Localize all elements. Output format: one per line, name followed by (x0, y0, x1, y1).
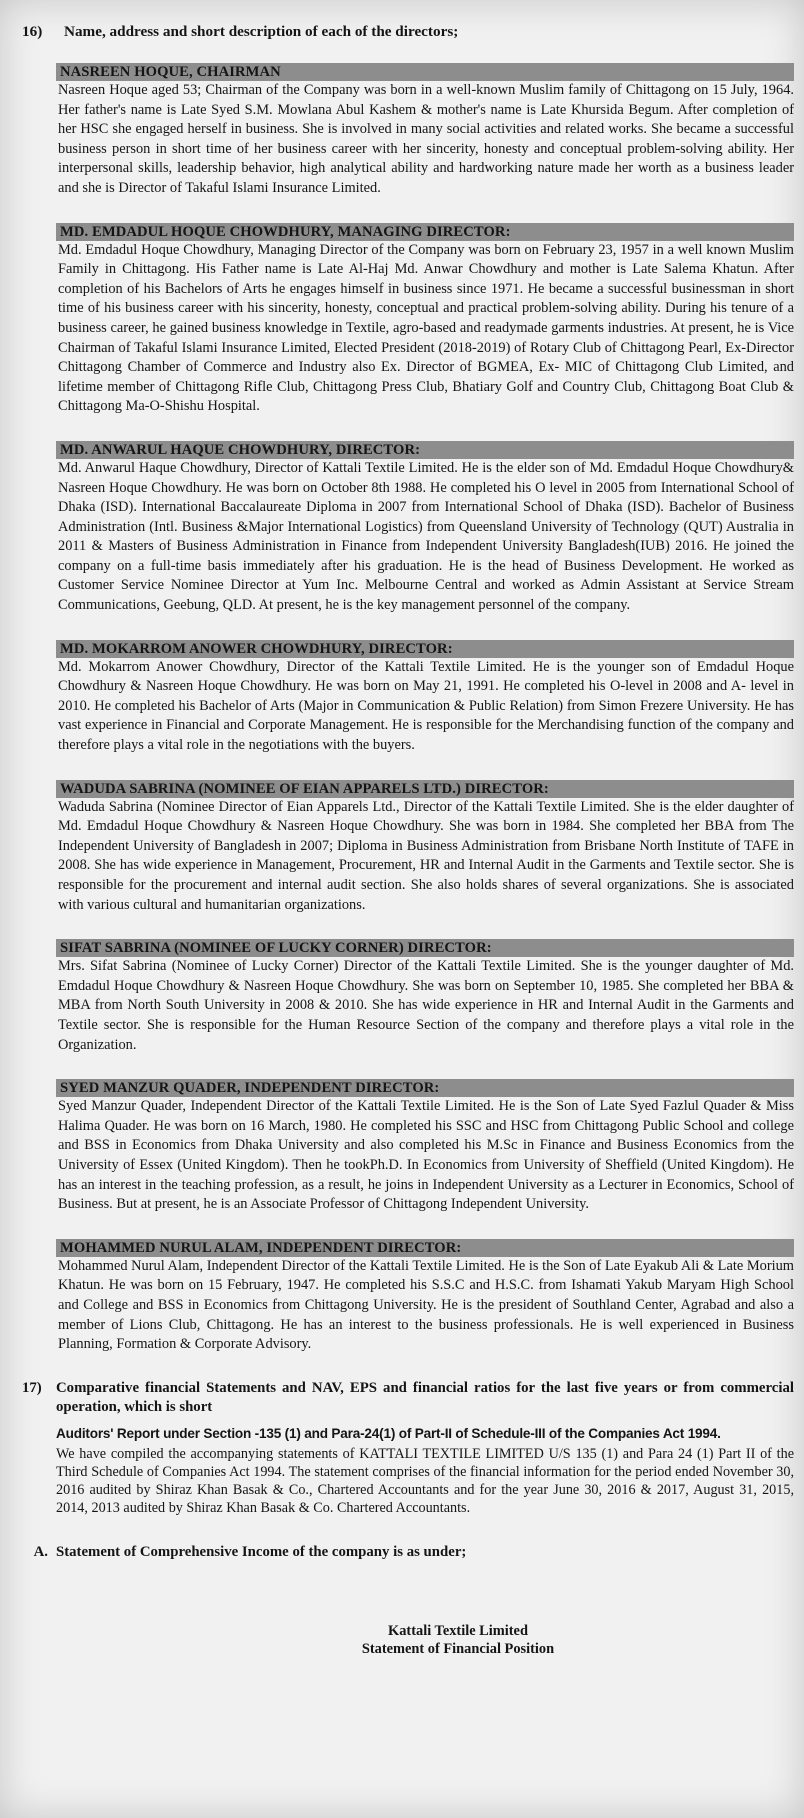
director-title: MD. ANWARUL HAQUE CHOWDHURY, DIRECTOR: (56, 441, 794, 459)
subsection-text: Statement of Comprehensive Income of the company is as under; (56, 1544, 467, 1561)
section-number: 16) (22, 23, 43, 40)
section-title: Comparative financial Statements and NAV, EPS and financial ratios for the last five years or from commercial operation, which is short (56, 1379, 794, 1415)
auditors-report-heading: Auditors' Report under Section -135 (1) and Para-24(1) of Part-II of Schedule-III of the Companies Act 1994. (56, 1426, 721, 1442)
directors-list (56, 63, 794, 1355)
director-bio: Waduda Sabrina (Nominee Director of Eian Apparels Ltd., Director of the Kattali Textile Limited. She is the elder daughter of Md. Emdadul Hoque Chowdhury & Nasreen Hoque Chowdhury. She was born in 1984. She completed her BBA from The Independent University of Bangladesh in 2007; Diploma in Business Administration from Brisbane North Institute of TAFE in 2008. She has wide experience in Management, Procurement, HR and Internal Audit in the Garments and Textile sector. She is responsible for the procurement and internal audit section. She also holds shares of several organizations. She is associated with various cultural and humanitarian organizations. (58, 798, 794, 913)
director-entry (56, 1239, 794, 1355)
director-title: MD. EMDADUL HOQUE CHOWDHURY, MANAGING DIRECTOR: (56, 223, 794, 241)
director-title: SYED MANZUR QUADER, INDEPENDENT DIRECTOR: (56, 1079, 794, 1097)
director-entry (56, 780, 794, 916)
director-title: MD. MOKARROM ANOWER CHOWDHURY, DIRECTOR: (56, 640, 794, 658)
director-bio: Md. Emdadul Hoque Chowdhury, Managing Director of the Company was born on February 23, 1957 in a well known Muslim Family in Chittagong. His Father name is Late Al-Haj Md. Anwar Chowdhury and mother is Late Salema Khatun. After completion of his Bachelors of Arts he engages himself in business since 1971. He became a successful businessman in short time of his business career with his sincerity, honesty, conceptual and practical problem-solving ability. During his tenure of a business career, he gained business knowledge in Textile, agro-based and readymade garments industries. At present, he is Vice Chairman of Takaful Islami Insurance Limited, Elected President (2018-2019) of Rotary Club of Chittagong Pearl, Ex-Director Chittagong Chamber of Commerce and Industry also Ex. Director of BGMEA, Ex- MIC of Chittagong Club Limited, and lifetime member of Chittagong Rifle Club, Chittagong Press Club, Bhatiary Golf and Country Club, Chittagong Boat Club & Chittagong Ma-O-Shishu Hospital. (58, 241, 794, 415)
director-entry (56, 223, 794, 417)
director-bio: Syed Manzur Quader, Independent Director of the Kattali Textile Limited. He is the Son of Late Syed Fazlul Quader & Miss Halima Quader. He was born on 16 March, 1980. He completed his SSC and HSC from Chittagong Public School and college and BSS in Economics from Dhaka University and also completed his M.Sc in Finance and Business Economics from the University of Essex (United Kingdom). Then he tookPh.D. In Economics from University of Sheffield (United Kingdom). He has an interest in the teaching profession, as a result, he joins in Independent University as a Lecturer in Economics, School of Business. But at present, he is an Associate Professor of Chittagong Independent University. (58, 1098, 794, 1213)
director-bio: Md. Mokarrom Anower Chowdhury, Director of the Kattali Textile Limited. He is the younger son of Emdadul Hoque Chowdhury & Nasreen Hoque Chowdhury. He was born on May 21, 1991. He completed his O-level in 2008 and A- level in 2010. He completed his Bachelor of Arts (Major in Communication & Public Relation) from Simon Frezere University. He has vast experience in Financial and Corporate Management. He is responsible for the Merchandising function of the company and therefore plays a vital role in the negotiations with the buyers. (58, 658, 794, 754)
section-16-heading (22, 22, 794, 41)
director-title: WADUDA SABRINA (NOMINEE OF EIAN APPARELS LTD.) DIRECTOR: (56, 780, 794, 798)
director-bio: Mohammed Nurul Alam, Independent Director of the Kattali Textile Limited. He is the Son of Late Eyakub Ali & Late Morium Khatun. He was born on 15 February, 1947. He completed his S.S.C and H.S.C. from Ishamati Yakub Maryam High School and College and BSS in Economics from Chittagong University. He is the president of Southland Center, Agrabad and also a member of Lions Club, Chittagong. He has an interest to the business professionals. He is well experienced in Business Planning, Formation & Corporate Advisory. (58, 1257, 794, 1353)
auditors-report-text: We have compiled the accompanying statements of KATTALI TEXTILE LIMITED U/S 135 (1) and Para 24 (1) Part II of the Third Schedule of Companies Act 1994. The statement comprises of the financial information for the period ended November 30, 2016 audited by Shiraz Khan Basak & Co., Chartered Accountants and for the year June 30, 2016 & 2017, August 31, 2015, 2014, 2013 audited by Shiraz Khan Basak & Co. Chartered Accountants. (56, 1446, 794, 1517)
director-bio: Mrs. Sifat Sabrina (Nominee of Lucky Corner) Director of the Kattali Textile Limited. She is the younger daughter of Md. Emdadul Hoque Chowdhury & Nasreen Hoque Chowdhury. She was born on September 10, 1985. She completed her BBA & MBA from North South University in 2008 & 2010. She has wide experience in HR and Internal Audit in the Garments and Textile sector. She is responsible for the Human Resource Section of the company and therefore plays a vital role in the Organization. (58, 958, 794, 1053)
director-title: SIFAT SABRINA (NOMINEE OF LUCKY CORNER) DIRECTOR: (56, 939, 794, 957)
director-entry (56, 63, 794, 199)
director-title: MOHAMMED NURUL ALAM, INDEPENDENT DIRECTOR: (56, 1239, 794, 1257)
statement-title: Statement of Financial Position (361, 1641, 555, 1658)
section-title: Name, address and short description of each of the directors; (64, 23, 459, 40)
section-17-heading (22, 1379, 794, 1417)
company-name: Kattali Textile Limited (388, 1623, 528, 1640)
subsection-label: A. (33, 1544, 48, 1561)
director-entry (56, 441, 794, 616)
statement-header (22, 1622, 794, 1658)
director-bio: Nasreen Hoque aged 53; Chairman of the Company was born in a well-known Muslim family of Chittagong on 15 July, 1964. Her father's name is Late Syed S.M. Mowlana Abul Kashem & mother's name is Late Khursida Begum. After completion of her HSC she engaged herself in business. She is involved in many social activities and related works. She became a successful business person in short time of her business career with her sincerity, honesty and conceptual problem-solving ability. Her interpersonal skills, leadership behavior, high analytical ability and hardworking nature made her worth as a business leader and she is Director of Takaful Islami Insurance Limited. (58, 82, 794, 196)
director-bio: Md. Anwarul Haque Chowdhury, Director of Kattali Textile Limited. He is the elder son of Md. Emdadul Hoque Chowdhury& Nasreen Hoque Chowdhury. He was born on October 8th 1988. He completed his O level in 2005 from International School of Dhaka (ISD). International Baccalaureate Diploma in 2007 from International School of Dhaka (ISD). Bachelor of Business Administration (Intl. Business &Major International Logistics) from Queensland University of Technology (QUT) Australia in 2011 & Masters of Business Administration in Finance from Independent University Bangladesh(IUB) 2016. He joined the company on a full-time basis immediately after his graduation. He is the head of Business Development. He worked as Customer Service Nominee Director at Yum Inc. Melbourne Central and worked as Admin Assistant at Service Stream Communications, Geebung, QLD. At present, he is the key management personnel of the company. (58, 459, 794, 614)
director-title: NASREEN HOQUE, CHAIRMAN (56, 63, 794, 81)
director-entry (56, 640, 794, 756)
director-entry (56, 939, 794, 1055)
subsection-a (22, 1543, 794, 1562)
director-entry (56, 1079, 794, 1215)
section-number: 17) (22, 1379, 42, 1396)
